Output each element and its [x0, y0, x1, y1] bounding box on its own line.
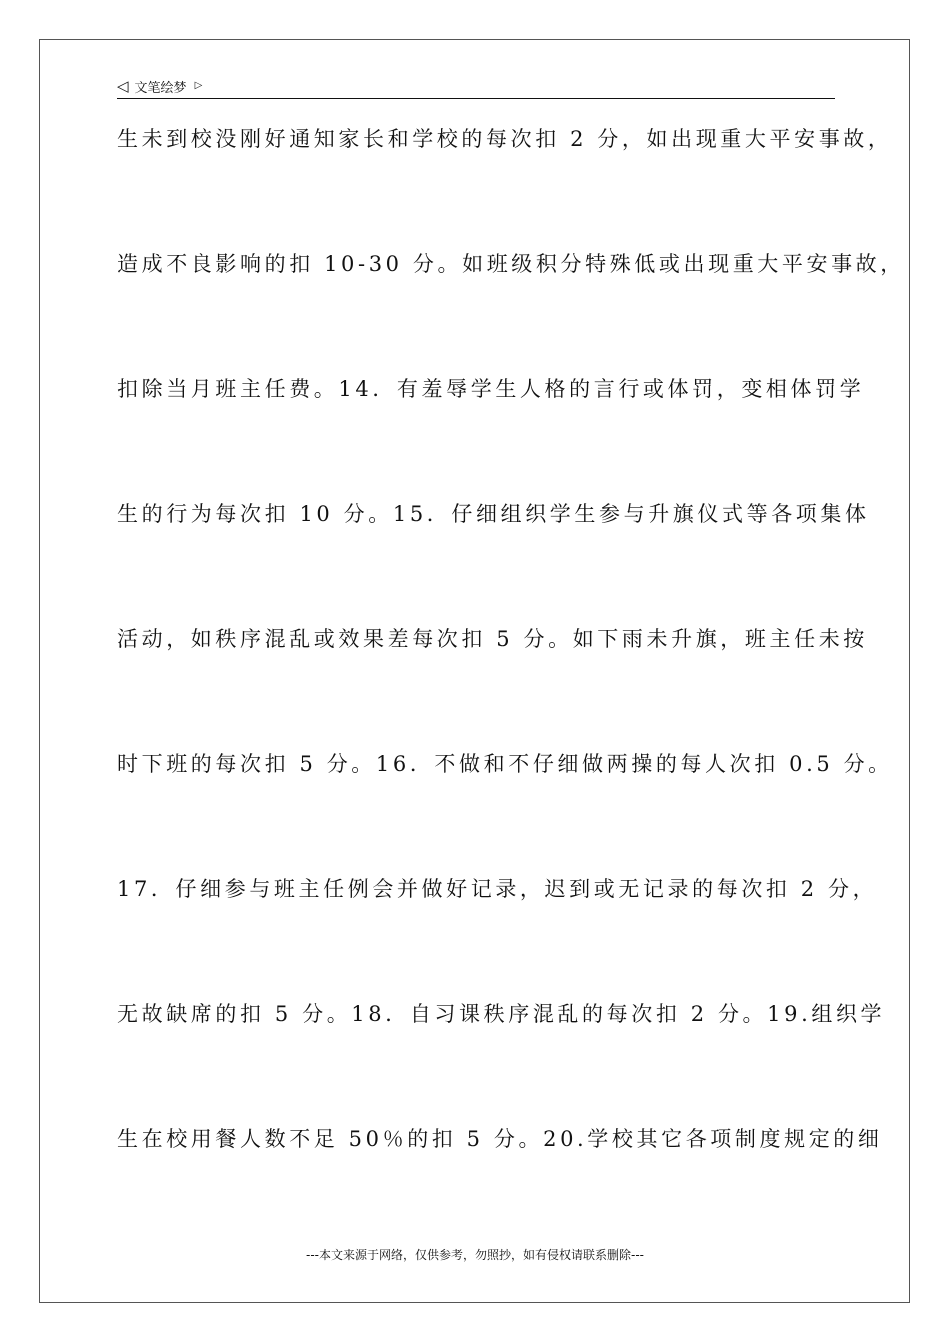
page-header: [117, 74, 835, 99]
footer-disclaimer: ---本文来源于网络，仅供参考，勿照抄，如有侵权请联系删除---: [306, 1248, 644, 1262]
triangle-right-icon: ▷: [194, 80, 203, 91]
text-line: 造成不良影响的扣 10-30 分。如班级积分特殊低或出现重大平安事故，: [117, 252, 905, 276]
text-line: 无故缺席的扣 5 分。18．自习课秩序混乱的每次扣 2 分。19.组织学: [117, 1002, 886, 1026]
text-line: 扣除当月班主任费。14．有羞辱学生人格的言行或体罚，变相体罚学: [117, 377, 865, 401]
triangle-left-icon: ◁: [117, 76, 129, 95]
text-line: 17．仔细参与班主任例会并做好记录，迟到或无记录的每次扣 2 分，: [117, 877, 878, 901]
document-body: [117, 120, 905, 1245]
text-line: 生在校用餐人数不足 50％的扣 5 分。20.学校其它各项制度规定的细: [117, 1127, 883, 1151]
text-line: 活动，如秩序混乱或效果差每次扣 5 分。如下雨未升旗，班主任未按: [117, 627, 868, 651]
text-line: 时下班的每次扣 5 分。16．不做和不仔细做两操的每人次扣 0.5 分。: [117, 752, 893, 776]
text-line: 生的行为每次扣 10 分。15．仔细组织学生参与升旗仪式等各项集体: [117, 502, 870, 526]
header-title: 文笔绘梦: [134, 80, 187, 96]
text-line: 生未到校没刚好通知家长和学校的每次扣 2 分，如出现重大平安事故，: [117, 127, 893, 151]
